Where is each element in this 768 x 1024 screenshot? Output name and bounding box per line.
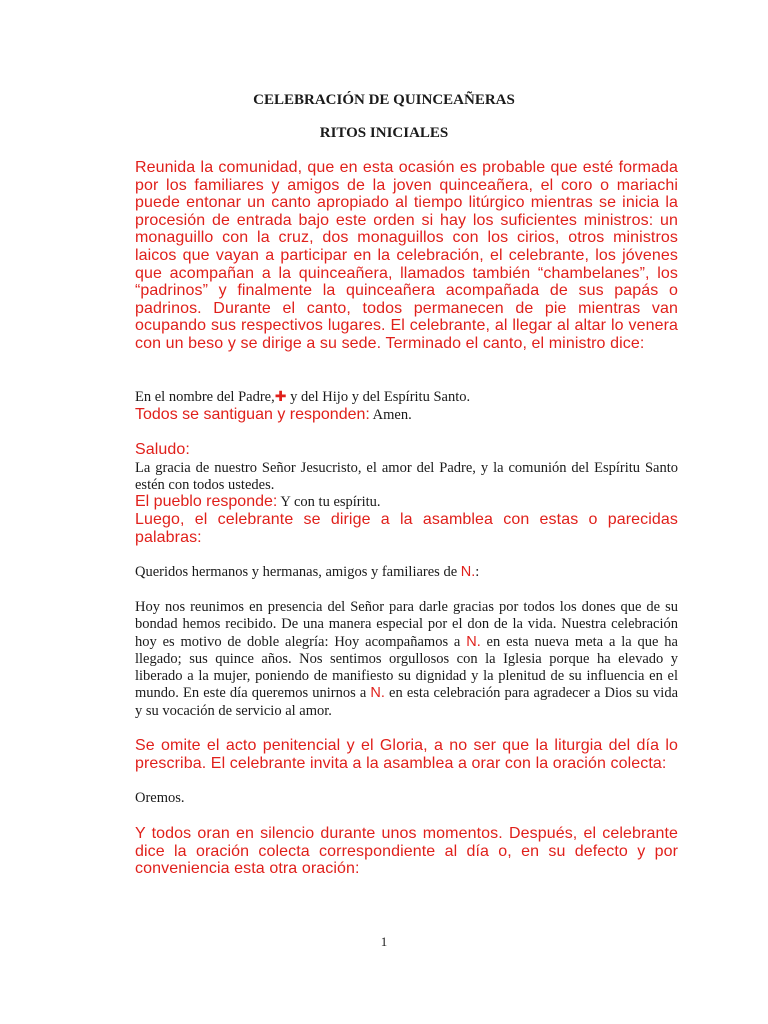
address-line (135, 564, 678, 581)
celebrant-rubric: Luego, el celebrante se dirige a la asamblea con estas o parecidas palabras: (135, 511, 678, 546)
name-marker-3: N. (370, 685, 385, 702)
address-text-a: Queridos hermanos y hermanas, amigos y familiares de (135, 564, 461, 580)
homily-part-1: Hoy nos reunimos en presencia del Señor para darle gracias por todos los dones que de su bondad hemos recibido. De una manera especial por el don de la vida. Nuestra celebración hoy es motivo de doble alegría: Hoy acompañamos a (135, 599, 678, 650)
response-text: Amen. (369, 407, 412, 423)
section-title: RITOS INICIALES (319, 125, 449, 141)
sign-of-cross-line (135, 389, 678, 406)
homily-part-3: en esta celebración para agradecer a Dios su vida y su vocación de servicio al amor. (135, 685, 679, 719)
homily-paragraph (135, 599, 678, 720)
sign-of-cross-text-a: En el nombre del Padre, (135, 389, 275, 405)
response-line (135, 406, 678, 424)
silence-rubric: Y todos oran en silencio durante unos momentos. Después, el celebrante dice la oración colecta correspondiente al día o, en su defecto y por conveniencia esta otra oración: (135, 825, 678, 878)
sign-of-cross-text-b: y del Hijo y del Espíritu Santo. (286, 389, 471, 405)
people-respond-line (135, 493, 678, 511)
homily-part-2: en esta nueva meta a la que ha llegado; sus quince años. Nos sentimos orgullosos con la Iglesia porque ha elevado y liberado a la mujer, poniendo de manifiesto su dignidad y la plenitud de su influencia en el mundo. En este día queremos unirnos a (135, 633, 678, 702)
name-marker-2: N. (466, 633, 481, 650)
document-title: CELEBRACIÓN DE QUINCEAÑERAS (253, 92, 515, 108)
rubric-intro: Reunida la comunidad, que en esta ocasión es probable que esté formada por los familiares y amigos de la joven quinceañera, el coro o mariachi puede entonar un canto apropiado al tiempo litúrgico mientras se inicia la procesión de entrada bajo este orden si hay los suficientes ministros: un monaguillo con la cruz, dos monaguillos con los cirios, otros ministros laicos que vayan a participar en la celebración, el celebrante, los jóvenes que acompañan a la quinceañera, llamados también “chambelanes”, los “padrinos” y finalmente la quinceañera acompañada de sus papás o padrinos. Durante el canto, todos permanecen de pie mientras van ocupando sus respectivos lugares. El celebrante, al llegar al altar lo venera con un beso y se dirige a su sede. Terminado el canto, el ministro dice: (135, 159, 678, 352)
people-respond-rubric: El pueblo responde: (135, 493, 278, 510)
greeting-heading: Saludo: (135, 441, 190, 458)
name-marker: N. (460, 564, 476, 580)
response-rubric: Todos se santiguan y responden: (135, 406, 370, 423)
omit-rubric: Se omite el acto penitencial y el Gloria, a no ser que la liturgia del día lo prescriba. El celebrante invita a la asamblea a orar con la oración colecta: (135, 737, 678, 772)
address-text-b: : (475, 564, 480, 580)
page-number: 1 (380, 934, 388, 949)
cross-icon: ✚ (274, 389, 287, 405)
oremos-text: Oremos. (135, 790, 185, 806)
greeting-text: La gracia de nuestro Señor Jesucristo, el amor del Padre, y la comunión del Espíritu Santo estén con todos ustedes. (135, 460, 678, 494)
people-respond-text: Y con tu espíritu. (277, 494, 381, 510)
